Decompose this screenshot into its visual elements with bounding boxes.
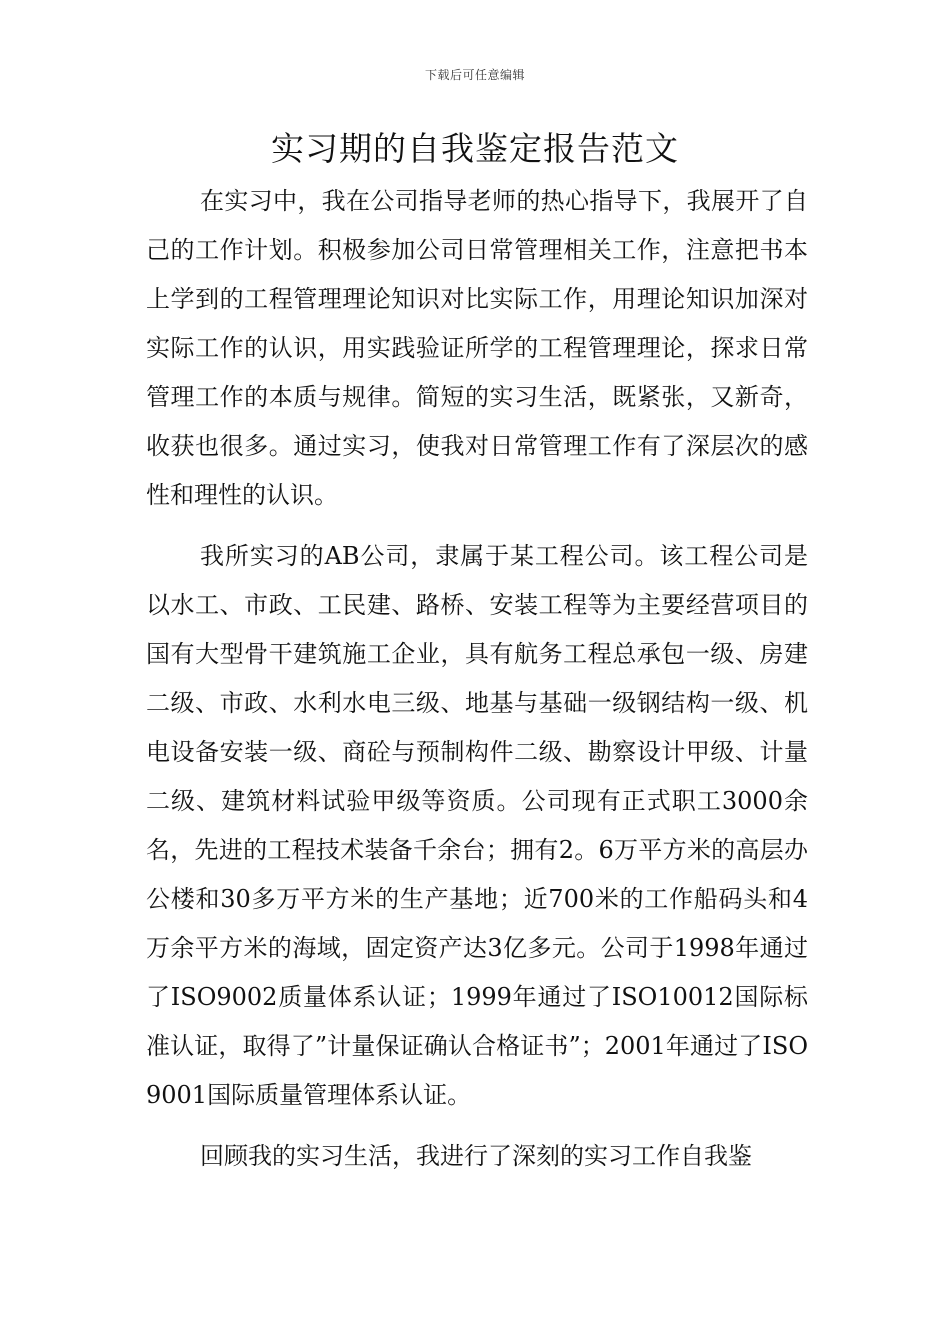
document-body: [146, 177, 808, 1181]
header-note: 下载后可任意编辑: [424, 68, 525, 82]
paragraph-1: 在实习中，我在公司指导老师的热心指导下，我展开了自己的工作计划。积极参加公司日常管理相关工作，注意把书本上学到的工程管理理论知识对比实际工作，用理论知识加深对实际工作的认识，用实践验证所学的工程管理理论，探求日常管理工作的本质与规律。简短的实习生活，既紧张，又新奇，收获也很多。通过实习，使我对日常管理工作有了深层次的感性和理性的认识。: [146, 187, 808, 509]
document-title: 实习期的自我鉴定报告范文: [271, 129, 679, 168]
paragraph-3: 回顾我的实习生活，我进行了深刻的实习工作自我鉴: [200, 1142, 752, 1170]
paragraph-2: 我所实习的AB公司，隶属于某工程公司。该工程公司是以水工、市政、工民建、路桥、安装工程等为主要经营项目的国有大型骨干建筑施工企业，具有航务工程总承包一级、房建二级、市政、水利水电三级、地基与基础一级钢结构一级、机电设备安装一级、商砼与预制构件二级、勘察设计甲级、计量二级、建筑材料试验甲级等资质。公司现有正式职工3000余名，先进的工程技术装备千余台；拥有2。6万平方米的高层办公楼和30多万平方米的生产基地；近700米的工作船码头和4万余平方米的海域，固定资产达3亿多元。公司于1998年通过了ISO9002质量体系认证；1999年通过了ISO10012国际标准认证，取得了”计量保证确认合格证书”；2001年通过了ISO9001国际质量管理体系认证。: [146, 542, 808, 1109]
